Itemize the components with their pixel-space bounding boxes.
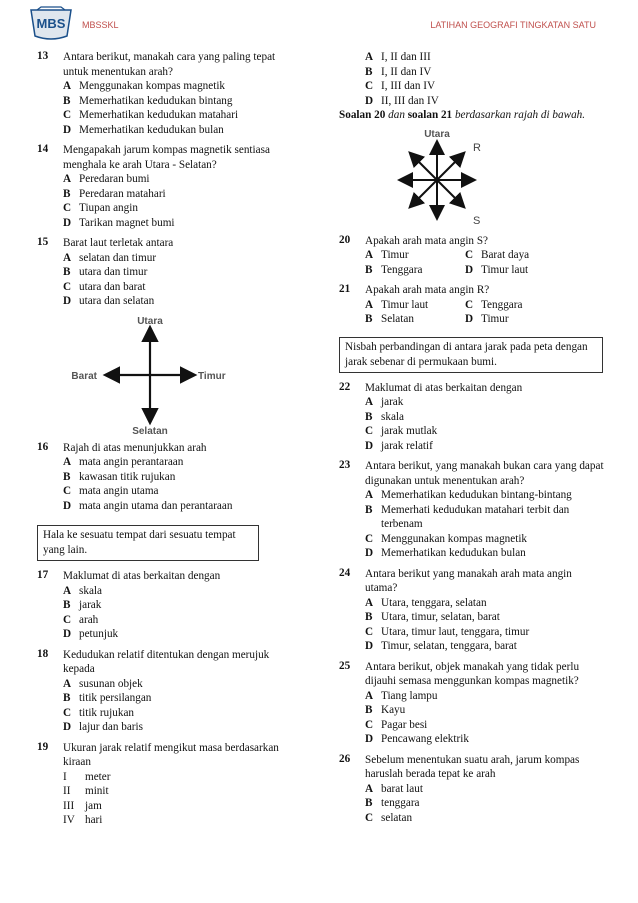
option[interactable]: D Timur laut (465, 263, 529, 276)
option[interactable]: D petunjuk (63, 628, 119, 640)
question-22 (339, 381, 605, 454)
roman-item: I meter (63, 770, 111, 783)
option[interactable]: D lajur dan baris (63, 721, 143, 733)
left-column (37, 50, 299, 834)
option[interactable]: B Selatan (365, 313, 414, 325)
option[interactable]: C I, III dan IV (365, 80, 436, 92)
question-number: 26 (339, 752, 351, 765)
option[interactable]: D Timur, selatan, tenggara, barat (365, 640, 517, 652)
option[interactable]: B Utara, timur, selatan, barat (365, 611, 500, 623)
section-instruction: Soalan 20 dan soalan 21 berdasarkan rajah di bawah. (339, 109, 586, 121)
label-r: R (473, 141, 481, 154)
option[interactable]: D jarak relatif (365, 439, 433, 452)
question-number: 16 (37, 440, 49, 453)
question-text: Mengapakah jarum kompas magnetik sentiasa menghala ke arah Utara - Selatan? (63, 144, 270, 171)
question-text: Barat laut terletak antara (63, 237, 174, 249)
option[interactable]: D II, III dan IV (365, 94, 439, 107)
question-text: Maklumat di atas berkaitan dengan (365, 381, 523, 394)
option[interactable]: C Menggunakan kompas magnetik (365, 532, 528, 545)
question-number: 22 (339, 380, 351, 393)
question-number: 24 (339, 566, 351, 579)
question-text: Sebelum menentukan suatu arah, jarum kompas haruslah berada tepat ke arah (365, 753, 580, 780)
roman-item: IV hari (63, 814, 103, 826)
roman-item: III jam (63, 799, 102, 812)
question-14 (37, 143, 299, 230)
question-text: Antara berikut, yang manakah bukan cara yang dapat digunakan untuk menentukan arah? (365, 460, 604, 487)
option[interactable]: A Timur (365, 249, 409, 261)
arrow-ne (437, 154, 463, 180)
option[interactable]: A jarak (365, 396, 404, 408)
label-barat: Barat (71, 370, 97, 382)
option[interactable]: C jarak mutlak (365, 425, 438, 437)
option[interactable]: C Utara, timur laut, tenggara, timur (365, 625, 530, 638)
option[interactable]: B I, II dan IV (365, 65, 432, 78)
label-timur: Timur (198, 370, 226, 382)
option[interactable]: C Memerhatikan kedudukan matahari (63, 109, 239, 121)
option[interactable]: D mata angin utama dan perantaraan (63, 499, 233, 512)
option[interactable]: C mata angin utama (63, 485, 159, 497)
question-number: 18 (37, 647, 49, 660)
question-text: Ukuran jarak relatif mengikut masa berdasarkan kiraan (63, 741, 279, 768)
info-box-hala: Hala ke sesuatu tempat dari sesuatu tempat yang lain. (37, 525, 259, 561)
question-number: 19 (37, 740, 49, 753)
option[interactable]: B utara dan timur (63, 266, 148, 278)
option[interactable]: A Tiang lampu (365, 689, 438, 702)
question-number: 23 (339, 459, 351, 471)
question-19 (37, 741, 299, 828)
header-left: MBSSKL (82, 20, 119, 30)
option[interactable]: A Utara, tenggara, selatan (365, 596, 487, 609)
option[interactable]: D Memerhatikan kedudukan bulan (63, 123, 224, 136)
option[interactable]: A Memerhatikan kedudukan bintang-bintang (365, 489, 572, 501)
question-number: 20 (339, 233, 351, 246)
question-text: Maklumat di atas berkaitan dengan (63, 570, 221, 582)
option[interactable]: D utara dan selatan (63, 295, 155, 307)
question-text: Rajah di atas menunjukkan arah (63, 441, 207, 454)
option[interactable]: A I, II dan III (365, 51, 431, 63)
question-20 (339, 234, 605, 278)
question-text: Apakah arah mata angin S? (365, 234, 489, 247)
question-text: Apakah arah mata angin R? (365, 284, 490, 296)
option[interactable]: C selatan (365, 811, 413, 824)
question-19-options (339, 50, 605, 108)
option[interactable]: B Tenggara (365, 263, 423, 276)
question-text: Antara berikut, manakah cara yang paling tepat untuk menentukan arah? (63, 51, 276, 78)
question-number: 14 (37, 143, 49, 155)
option[interactable]: C Tiupan angin (63, 202, 138, 214)
compass-diagram-eight (339, 125, 605, 230)
option[interactable]: C titik rujukan (63, 706, 134, 719)
option[interactable]: C utara dan barat (63, 280, 146, 293)
question-text: Antara berikut, objek manakah yang tidak perlu dijauhi semasa menggunkan kompas magnetik? (365, 660, 580, 687)
option[interactable]: D Timur (465, 313, 509, 325)
question-18 (37, 648, 299, 735)
question-21 (339, 283, 605, 327)
option[interactable]: C Pagar besi (365, 718, 428, 731)
question-16 (37, 441, 299, 514)
option[interactable]: B skala (365, 410, 404, 423)
label-utara: Utara (137, 315, 163, 327)
option[interactable]: B Memerhati kedudukan matahari terbit dan terbenam (365, 503, 570, 530)
option[interactable]: C Tenggara (465, 298, 523, 311)
question-text: Antara berikut yang manakah arah mata angin utama? (365, 567, 572, 594)
arrow-sw (411, 180, 437, 206)
question-number: 17 (37, 569, 49, 581)
question-25 (339, 660, 605, 747)
option[interactable]: A Peredaran bumi (63, 173, 150, 185)
option[interactable]: C Barat daya (465, 249, 530, 261)
option[interactable]: B kawasan titik rujukan (63, 470, 176, 483)
question-23 (339, 459, 605, 561)
option[interactable]: D Memerhatikan kedudukan bulan (365, 547, 526, 559)
option[interactable]: D Tarikan magnet bumi (63, 216, 175, 229)
school-logo (27, 6, 75, 42)
option[interactable]: B titik persilangan (63, 692, 152, 704)
question-13 (37, 50, 299, 137)
option[interactable]: A susunan objek (63, 677, 143, 690)
label-s: S (473, 214, 481, 227)
arrow-nw (411, 154, 437, 180)
question-24 (339, 567, 605, 654)
arrow-se (437, 180, 463, 206)
compass-arrows (401, 143, 473, 217)
logo-lettering: MBS (36, 16, 66, 31)
question-17 (37, 569, 299, 642)
option[interactable]: B Memerhatikan kedudukan bintang (63, 94, 233, 107)
label-utara: Utara (424, 128, 450, 140)
info-box-skala: Nisbah perbandingan di antara jarak pada peta dengan jarak sebenar di permukaan bumi. (339, 337, 603, 373)
page-header (0, 0, 638, 48)
question-number: 13 (37, 50, 49, 62)
compass-diagram-main (37, 315, 299, 437)
option[interactable]: B jarak (63, 599, 102, 611)
label-selatan: Selatan (132, 425, 168, 437)
option[interactable]: A selatan dan timur (63, 251, 157, 264)
option[interactable]: A Timur laut (365, 298, 429, 311)
option[interactable]: A skala (63, 584, 102, 597)
option[interactable]: B Kayu (365, 704, 406, 716)
question-15 (37, 236, 299, 309)
option[interactable]: A mata angin perantaraan (63, 456, 184, 468)
roman-item: II minit (63, 785, 109, 797)
question-text: Kedudukan relatif ditentukan dengan merujuk kepada (63, 648, 270, 675)
option[interactable]: D Pencawang elektrik (365, 733, 469, 745)
question-number: 21 (339, 283, 351, 295)
option[interactable]: B Peredaran matahari (63, 187, 166, 200)
option[interactable]: A barat laut (365, 782, 423, 795)
question-number: 25 (339, 659, 351, 672)
header-right: LATIHAN GEOGRAFI TINGKATAN SATU (430, 20, 596, 30)
option[interactable]: A Menggunakan kompas magnetik (63, 80, 226, 92)
question-number: 15 (37, 236, 49, 248)
option[interactable]: C arah (63, 613, 99, 626)
question-26 (339, 753, 605, 826)
right-column (339, 50, 605, 831)
option[interactable]: B tenggara (365, 797, 420, 809)
